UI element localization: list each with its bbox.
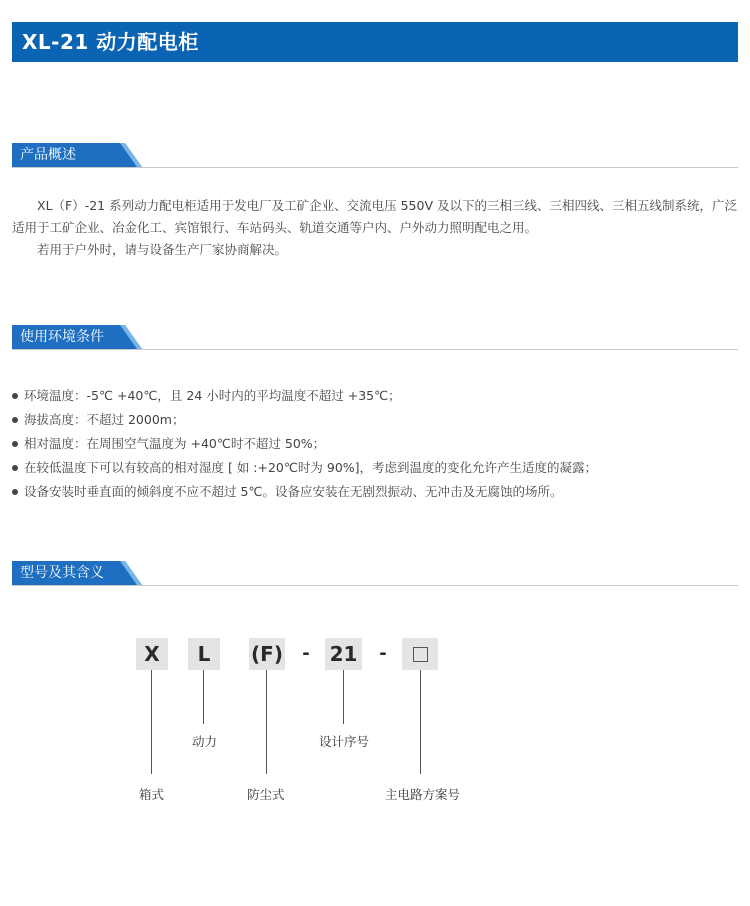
list-item bbox=[12, 408, 738, 432]
section-title-model: 型号及其含义 bbox=[20, 565, 104, 581]
leader-line-f bbox=[266, 670, 267, 774]
environment-list bbox=[12, 384, 738, 504]
code-box-scheme bbox=[402, 638, 438, 670]
bullet-icon bbox=[12, 465, 18, 471]
caption-x: 箱式 bbox=[139, 787, 165, 802]
leader-line-21 bbox=[343, 670, 344, 724]
section-divider bbox=[12, 585, 738, 586]
bullet-icon bbox=[12, 489, 18, 495]
caption-f: 防尘式 bbox=[247, 787, 285, 802]
bullet-icon bbox=[12, 441, 18, 447]
overview-text bbox=[12, 195, 738, 261]
code-box-21: 21 bbox=[325, 638, 362, 670]
list-item-text: 在较低温度下可以有较高的相对湿度 [ 如 :+20℃时为 90%]，考虑到温度的变化允许产生适度的凝露； bbox=[24, 460, 598, 475]
caption-l: 动力 bbox=[192, 734, 218, 749]
section-title-environment: 使用环境条件 bbox=[20, 329, 104, 345]
section-header-model bbox=[12, 560, 738, 586]
code-separator: - bbox=[302, 643, 310, 664]
bullet-icon bbox=[12, 393, 18, 399]
leader-line-x bbox=[151, 670, 152, 774]
section-header-overview bbox=[12, 142, 738, 168]
leader-line-scheme bbox=[420, 670, 421, 774]
section-header-environment bbox=[12, 324, 738, 350]
section-divider bbox=[12, 167, 738, 168]
list-item-text: 环境温度：-5℃ +40℃，且 24 小时内的平均温度不超过 +35℃； bbox=[24, 388, 401, 403]
section-title-overview: 产品概述 bbox=[20, 147, 76, 163]
list-item bbox=[12, 432, 738, 456]
list-item-text: 相对温度：在周围空气温度为 +40℃时不超过 50%； bbox=[24, 436, 326, 451]
section-divider bbox=[12, 349, 738, 350]
overview-paragraph-2: 若用于户外时，请与设备生产厂家协商解决。 bbox=[37, 242, 288, 257]
list-item bbox=[12, 480, 738, 504]
bullet-icon bbox=[12, 417, 18, 423]
code-box-x: X bbox=[136, 638, 168, 670]
code-separator: - bbox=[379, 643, 387, 664]
title-banner bbox=[12, 22, 738, 62]
overview-paragraph-1: XL（F）-21 系列动力配电柜适用于发电厂及工矿企业、交流电压 550V 及以下的三相三线、三相四线、三相五线制系统，广泛适用于工矿企业、冶金化工、宾馆银行、车站码头、轨道交通等户内、户外动力照明配电之用。 bbox=[12, 198, 737, 235]
empty-square-icon bbox=[413, 647, 428, 662]
caption-21: 设计序号 bbox=[319, 734, 370, 749]
caption-scheme: 主电路方案号 bbox=[385, 787, 461, 802]
page-title: XL-21 动力配电柜 bbox=[22, 30, 199, 54]
list-item bbox=[12, 456, 738, 480]
list-item bbox=[12, 384, 738, 408]
list-item-text: 海拔高度：不超过 2000m； bbox=[24, 412, 185, 427]
code-box-f: (F) bbox=[249, 638, 285, 670]
code-box-l: L bbox=[188, 638, 220, 670]
list-item-text: 设备安装时垂直面的倾斜度不应不超过 5℃。设备应安装在无剧烈振动、无冲击及无腐蚀的场所。 bbox=[24, 484, 563, 499]
leader-line-l bbox=[203, 670, 204, 724]
